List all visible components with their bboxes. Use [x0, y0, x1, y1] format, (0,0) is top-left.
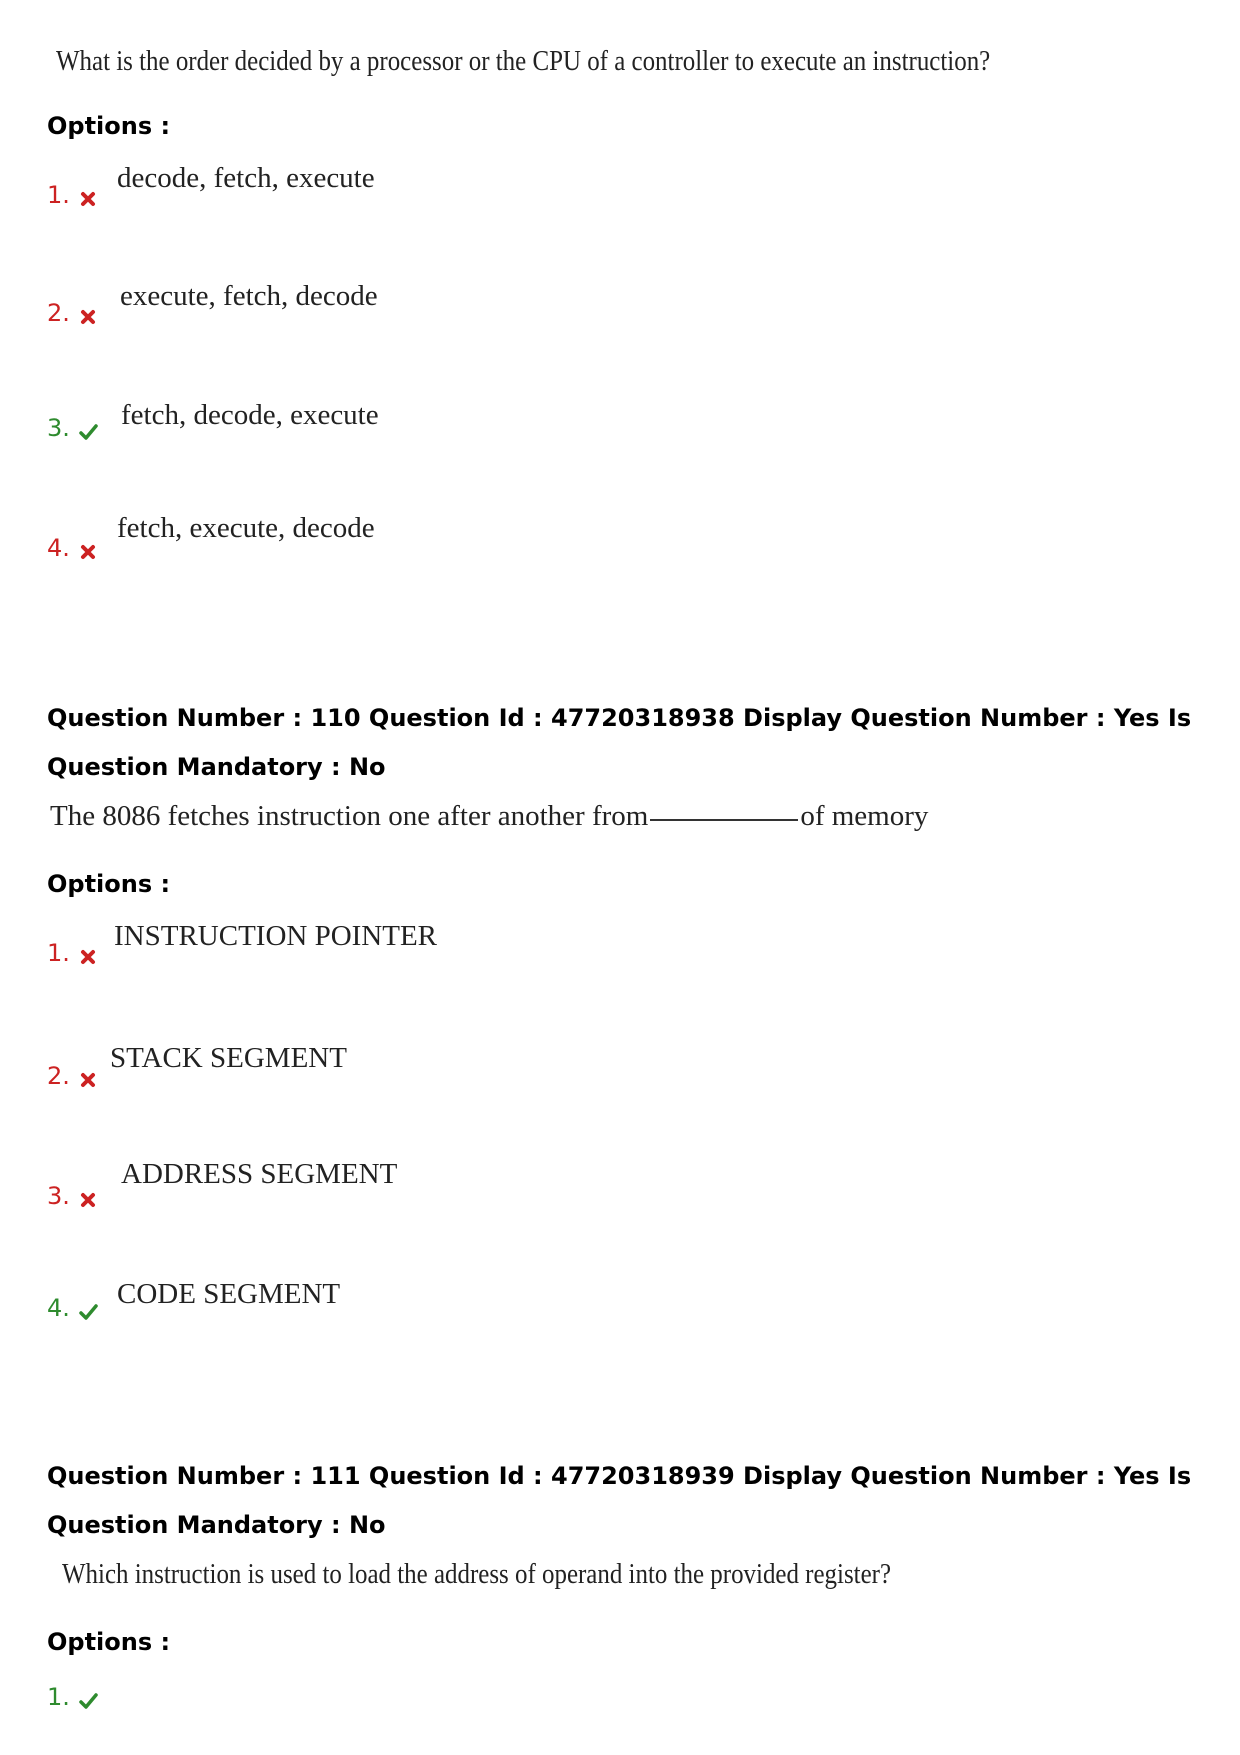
option-text: ADDRESS SEGMENT — [121, 1158, 398, 1190]
option-number: 1. — [47, 1683, 70, 1711]
option-number: 3. — [47, 1182, 70, 1210]
question-text — [50, 800, 928, 833]
check-icon — [78, 1302, 98, 1322]
option-row — [47, 939, 98, 967]
option-row — [47, 299, 98, 327]
option-text: decode, fetch, execute — [117, 162, 375, 194]
question-text: What is the order decided by a processor or the CPU of a controller to execute an instruction? — [56, 45, 991, 77]
fill-in-blank — [650, 819, 798, 821]
question-text-end: of memory — [800, 800, 929, 832]
check-icon — [78, 422, 98, 442]
option-text: CODE SEGMENT — [117, 1278, 341, 1310]
cross-icon — [78, 542, 98, 562]
option-text: execute, fetch, decode — [120, 280, 378, 312]
option-row — [47, 1294, 98, 1322]
option-row — [47, 181, 98, 209]
cross-icon — [78, 947, 98, 967]
option-row — [47, 1062, 98, 1090]
question-text: Which instruction is used to load the address of operand into the provided register? — [62, 1558, 892, 1590]
cross-icon — [78, 189, 98, 209]
options-label: Options : — [47, 1628, 171, 1656]
question-header: Question Number : 111 Question Id : 47720318939 Display Question Number : Yes Is Question Mandatory : No — [47, 1462, 1192, 1539]
option-text: STACK SEGMENT — [110, 1042, 347, 1074]
option-number: 3. — [47, 414, 70, 442]
option-number: 4. — [47, 534, 70, 562]
options-label: Options : — [47, 870, 171, 898]
cross-icon — [78, 1070, 98, 1090]
option-number: 2. — [47, 1062, 70, 1090]
option-number: 4. — [47, 1294, 70, 1322]
cross-icon — [78, 307, 98, 327]
option-row — [47, 414, 98, 442]
option-row — [47, 1683, 98, 1711]
options-label: Options : — [47, 112, 171, 140]
option-text: fetch, execute, decode — [117, 512, 375, 544]
option-number: 1. — [47, 939, 70, 967]
question-text-start: The 8086 fetches instruction one after another from — [50, 800, 649, 832]
cross-icon — [78, 1190, 98, 1210]
option-number: 1. — [47, 181, 70, 209]
option-row — [47, 1182, 98, 1210]
check-icon — [78, 1691, 98, 1711]
option-row — [47, 534, 98, 562]
question-header: Question Number : 110 Question Id : 47720318938 Display Question Number : Yes Is Question Mandatory : No — [47, 704, 1192, 781]
option-text: fetch, decode, execute — [121, 399, 379, 431]
option-text: INSTRUCTION POINTER — [114, 920, 438, 952]
option-number: 2. — [47, 299, 70, 327]
